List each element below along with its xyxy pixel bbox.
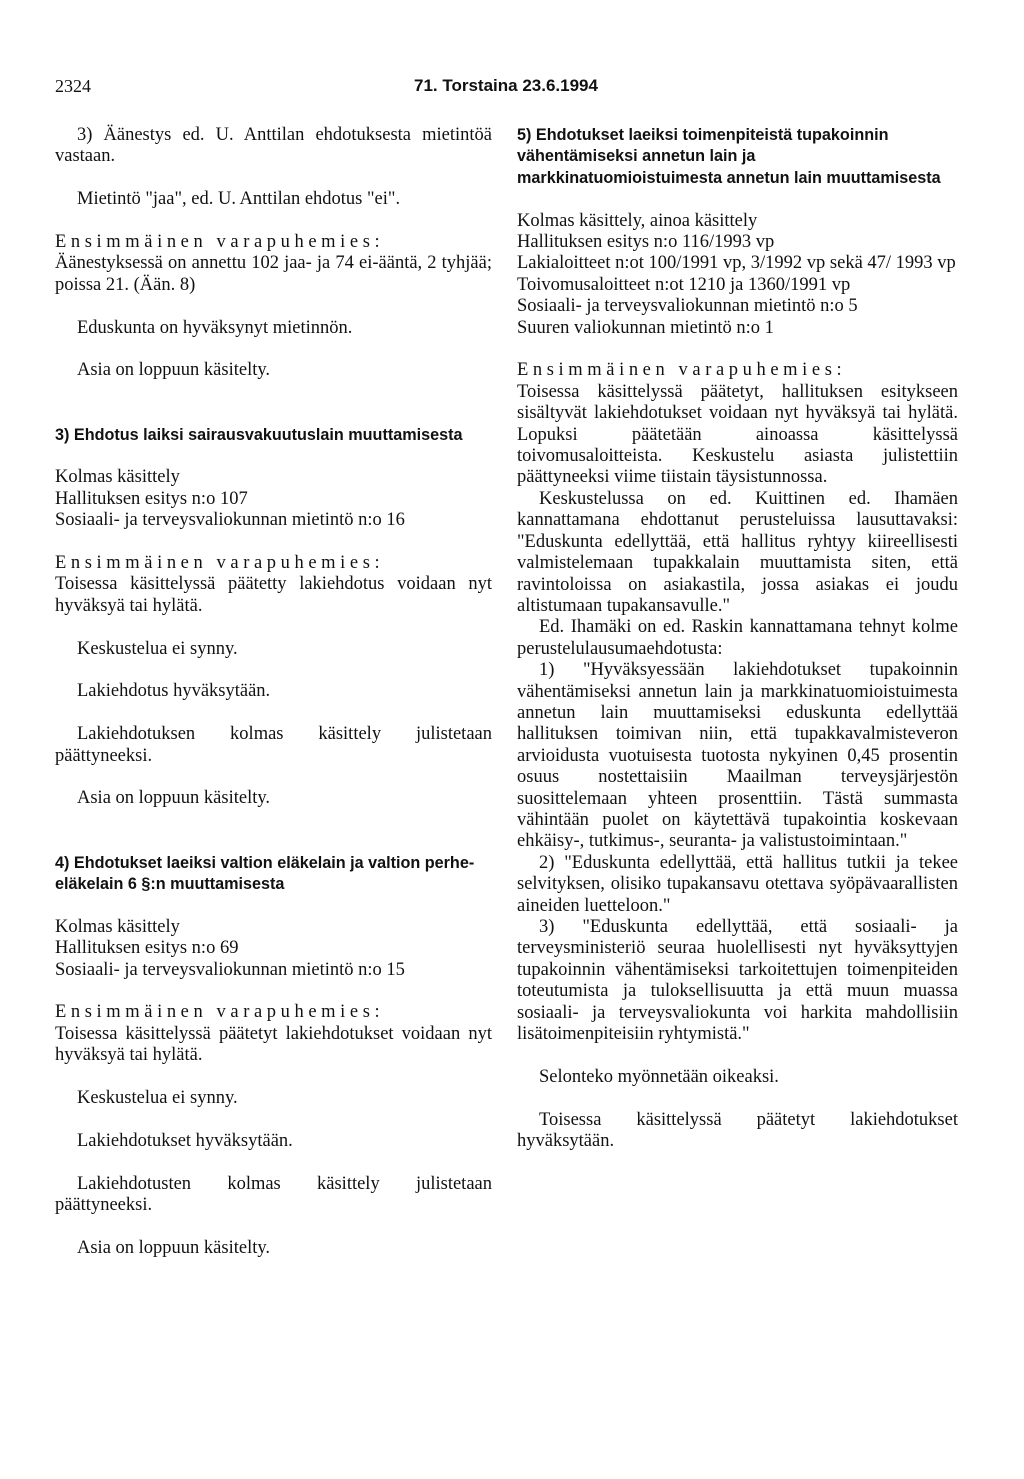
proposal-item: 3) "Eduskunta edellyttää, että sosiaali- ja terveysministeriö seuraa huolellisesti nyt hyväksyttyjen tupakoinnin vähentämiseksi tarkoitettujen toimenpiteiden toteutumista ja tuloksellisuutta ja että muun muassa sosiaali- ja terveysvaliokunta voi harkita mahdollisiin lisätoimenpiteisiin ryhtymistä." (517, 917, 958, 1045)
decision-text: Lakiehdotukset hyväksytään. (77, 1130, 293, 1151)
right-column (517, 125, 958, 1152)
speaker-label (55, 232, 492, 253)
vote-options: Mietintö "jaa", ed. U. Anttilan ehdotus "ei". (77, 189, 401, 210)
debate-paragraph: Ed. Ihamäki on ed. Raskin kannattamana tehnyt kolme perustelulausumaehdotusta: (517, 617, 958, 659)
committee-report: Sosiaali- ja terveysvaliokunnan mietintö n:o 15 (55, 959, 405, 980)
government-bill: Hallituksen esitys n:o 116/1993 vp (517, 232, 775, 253)
speaker-label (517, 360, 958, 381)
petition-motions: Toivomusaloitteet n:ot 1210 ja 1360/1991 vp (517, 274, 851, 295)
vote-paragraph: 3) Äänestys ed. U. Anttilan ehdotuksesta mietintöä vastaan. (55, 125, 492, 167)
reading-stage: Kolmas käsittely (55, 916, 180, 937)
decision-text: Lakiehdotus hyväksytään. (77, 681, 271, 702)
reading-stage: Kolmas käsittely, ainoa käsittely (517, 210, 758, 231)
speaker-label (55, 1002, 492, 1023)
debate-note: Keskustelua ei synny. (77, 1088, 238, 1109)
decision-text: Eduskunta on hyväksynyt mietinnön. (77, 317, 353, 338)
closing-text: Asia on loppuun käsitelty. (77, 1237, 271, 1258)
committee-report: Sosiaali- ja terveysvaliokunnan mietintö n:o 16 (55, 510, 405, 531)
item-heading: 5) Ehdotukset laeiksi toimenpiteistä tupakoinnin vähentämiseksi annetun lain ja markkinatuomioistuimesta annetun lain muuttamisesta (517, 126, 941, 187)
speaker-statement: Toisessa käsittelyssä päätetyt lakiehdotukset voidaan nyt hyväksyä tai hylätä. (55, 1023, 492, 1066)
speaker-name: Ensimmäinen varapuhemies: (55, 232, 385, 252)
reading-ended: Lakiehdotuksen kolmas käsittely julistetaan päättyneeksi. (55, 724, 492, 766)
speaker-name: Ensimmäinen varapuhemies: (517, 360, 847, 381)
report-confirmation: Selonteko myönnetään oikeaksi. (539, 1066, 779, 1087)
proposal-item: 2) "Eduskunta edellyttää, että hallitus tutkii ja tekee selvityksen, olisiko tupakansavu otettava syöpävaarallisten aineiden luetteloon." (517, 852, 958, 916)
law-initiatives: Lakialoitteet n:ot 100/1991 vp, 3/1992 vp sekä 47/ 1993 vp (517, 253, 956, 274)
closing-text: Asia on loppuun käsitelty. (77, 788, 271, 809)
item-heading: 3) Ehdotus laiksi sairausvakuutuslain muuttamisesta (55, 425, 463, 444)
grand-committee-report: Suuren valiokunnan mietintö n:o 1 (517, 317, 774, 338)
speaker-name: Ensimmäinen varapuhemies: (55, 1002, 385, 1023)
reading-ended: Lakiehdotusten kolmas käsittely julistetaan päättyneeksi. (55, 1173, 492, 1216)
speaker-name: Ensimmäinen varapuhemies: (55, 553, 385, 573)
reading-stage: Kolmas käsittely (55, 467, 180, 488)
proposal-item: 1) "Hyväksyessään lakiehdotukset tupakoinnin vähentämiseksi annetun lain ja markkinatuomioistuimesta annetun lain muuttamiseksi eduskunta edellyttää hallituksen toimivan niin, että tupakkavalmisteveron arvioidusta vuotuisesta tuotosta nykyinen 0,45 prosentin osuus nostettaisiin Maailman terveysjärjestön suosittelemaan yhteen prosenttiin. Tästä summasta vähintään puolet on käytettävä tupakointia koskevaan ehkäisy-, tutkimus-, seuranta- ja valistustoimintaan." (517, 660, 958, 852)
item-heading: 4) Ehdotukset laeiksi valtion eläkelain ja valtion perhe-eläkelain 6 §:n muuttamisesta (55, 853, 475, 893)
committee-report: Sosiaali- ja terveysvaliokunnan mietintö n:o 5 (517, 296, 858, 317)
vote-result: Äänestyksessä on annettu 102 jaa- ja 74 ei-ääntä, 2 tyhjää; poissa 21. (Ään. 8) (55, 253, 492, 295)
debate-paragraph: Keskustelussa on ed. Kuittinen ed. Ihamäen kannattamana ehdottanut perusteluissa lausuttavaksi: "Eduskunta edellyttää, että hallitus ryhtyy kiireellisesti valmistelemaan tupakkalain muuttamista siten, että ravintoloissa on asiakastila, jossa asiakas ei joudu altistumaan tupakansavulle." (517, 488, 958, 616)
left-column (55, 125, 492, 1259)
speaker-statement: Toisessa käsittelyssä päätetyt, hallituksen esitykseen sisältyvät lakiehdotukset voidaan nyt hyväksyä tai hylätä. Lopuksi päätetään ainoassa käsittelyssä toivomusaloitteista. Keskustelu asiasta julistettiin päättyneeksi viime tiistain täysistunnossa. (517, 381, 958, 488)
government-bill: Hallituksen esitys n:o 107 (55, 488, 248, 509)
closing-text: Asia on loppuun käsitelty. (77, 360, 271, 381)
government-bill: Hallituksen esitys n:o 69 (55, 938, 239, 959)
debate-note: Keskustelua ei synny. (77, 638, 238, 659)
page-number: 2324 (55, 76, 91, 96)
speaker-statement: Toisessa käsittelyssä päätetty lakiehdotus voidaan nyt hyväksyä tai hylätä. (55, 574, 492, 616)
speaker-label (55, 553, 492, 574)
decision-text: Toisessa käsittelyssä päätetyt lakiehdotukset hyväksytään. (517, 1109, 958, 1152)
session-title: 71. Torstaina 23.6.1994 (414, 76, 598, 95)
